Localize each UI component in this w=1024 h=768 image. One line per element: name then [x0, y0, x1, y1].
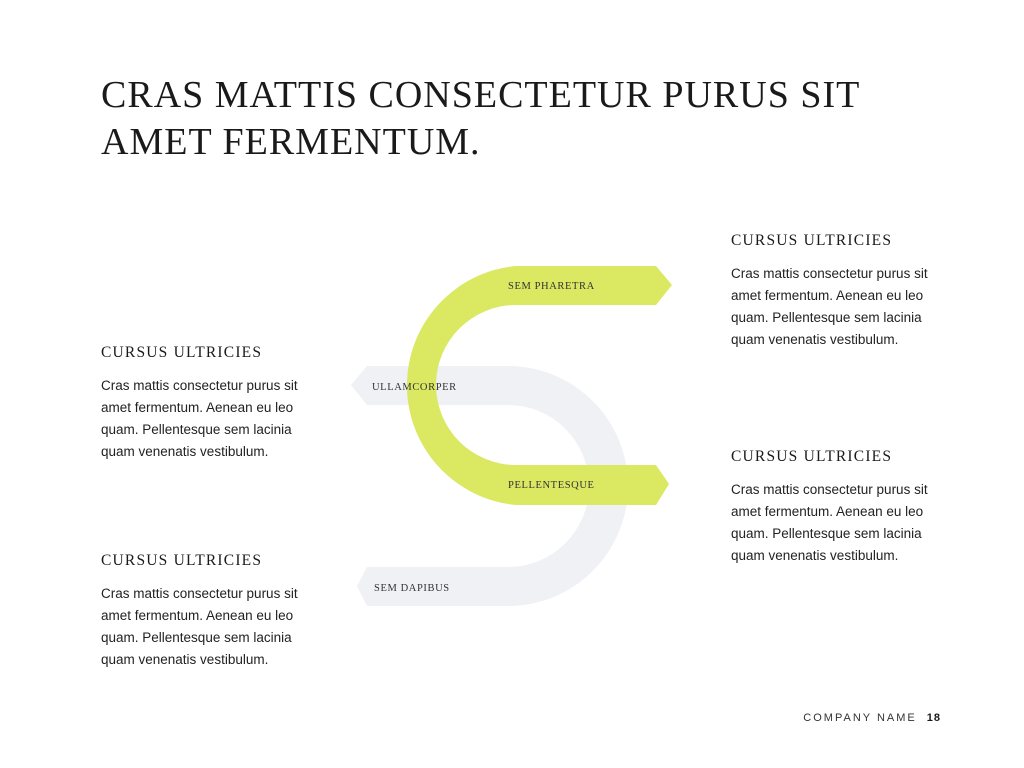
label-sem-pharetra: SEM PHARETRA	[508, 281, 595, 292]
block-body: Cras mattis consectetur purus sit amet fermentum. Aenean eu leo quam. Pellentesque sem lacinia quam venenatis vestibulum.	[731, 266, 928, 347]
footer	[803, 712, 941, 724]
block-heading: CURSUS ULTRICIES	[731, 448, 893, 465]
label-sem-dapibus: SEM DAPIBUS	[374, 583, 450, 594]
label-pellentesque: PELLENTESQUE	[508, 480, 595, 491]
block-body: Cras mattis consectetur purus sit amet fermentum. Aenean eu leo quam. Pellentesque sem lacinia quam venenatis vestibulum.	[101, 586, 298, 667]
block-heading: CURSUS ULTRICIES	[731, 232, 893, 249]
company-name: COMPANY NAME	[803, 712, 917, 724]
block-body: Cras mattis consectetur purus sit amet fermentum. Aenean eu leo quam. Pellentesque sem lacinia quam venenatis vestibulum.	[731, 482, 928, 563]
page-number: 18	[926, 712, 941, 724]
label-ullamcorper: ULLAMCORPER	[372, 382, 457, 393]
block-body: Cras mattis consectetur purus sit amet fermentum. Aenean eu leo quam. Pellentesque sem lacinia quam venenatis vestibulum.	[101, 378, 298, 459]
page-title: CRAS MATTIS CONSECTETUR PURUS SIT AMET FERMENTUM.	[101, 74, 860, 163]
block-heading: CURSUS ULTRICIES	[101, 552, 263, 569]
block-heading: CURSUS ULTRICIES	[101, 344, 263, 361]
